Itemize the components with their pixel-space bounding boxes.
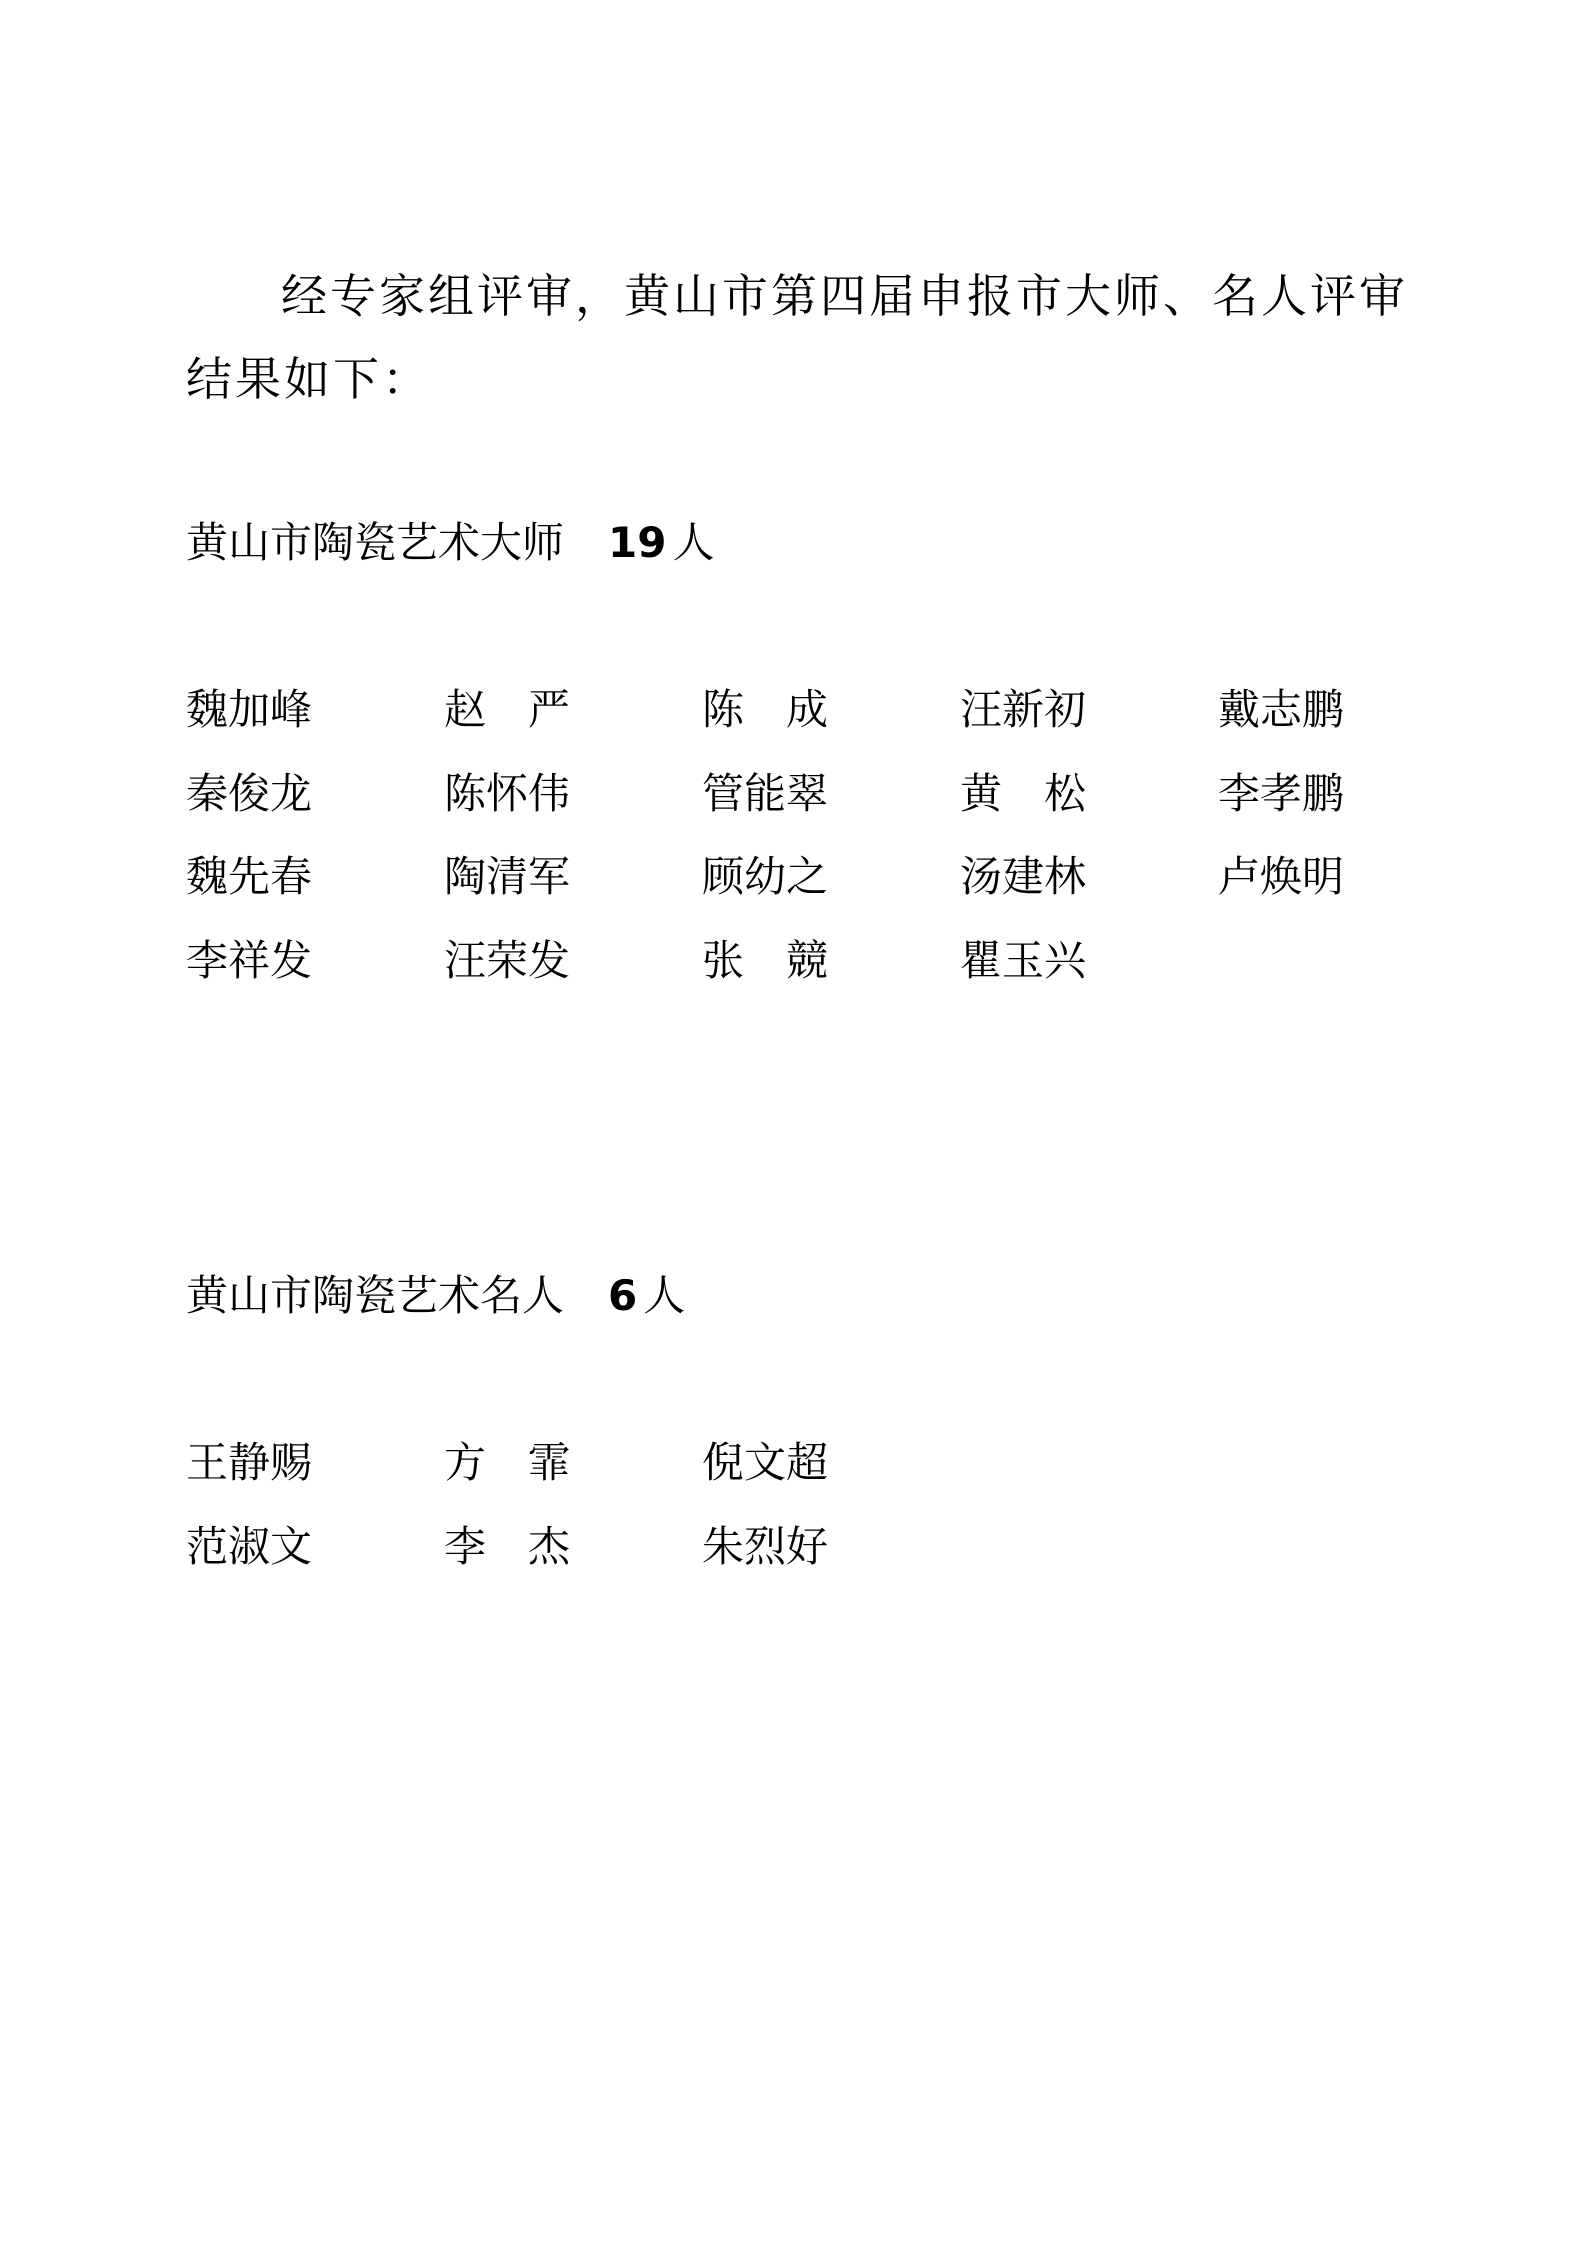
master-name: 卢焕明 — [1218, 852, 1345, 901]
notables-heading — [186, 1268, 685, 1324]
notable-name: 李 杰 — [444, 1521, 571, 1571]
master-name: 李孝鹏 — [1218, 768, 1345, 818]
notables-count: 6 — [608, 1271, 638, 1320]
master-name: 顾幼之 — [702, 852, 829, 901]
masters-unit: 人 — [672, 518, 715, 567]
notable-name: 方 霏 — [444, 1438, 571, 1487]
master-name: 戴志鹏 — [1218, 685, 1345, 734]
masters-title: 黄山市陶瓷艺术大师 — [186, 518, 565, 567]
notable-name: 王静赐 — [186, 1438, 313, 1487]
notables-name-list — [186, 1435, 960, 1602]
master-name: 魏加峰 — [186, 685, 313, 734]
master-name: 秦俊龙 — [186, 768, 313, 818]
notables-unit: 人 — [643, 1271, 686, 1320]
master-name: 陈怀伟 — [444, 768, 571, 818]
master-name: 赵 严 — [444, 685, 571, 734]
masters-count: 19 — [608, 518, 667, 567]
notable-name: 倪文超 — [702, 1438, 829, 1487]
master-name: 李祥发 — [186, 935, 313, 985]
master-name: 陈 成 — [702, 685, 829, 734]
notable-name: 朱烈好 — [702, 1521, 829, 1571]
master-name: 黄 松 — [960, 768, 1087, 818]
masters-heading — [186, 515, 714, 571]
intro-paragraph — [186, 255, 1416, 421]
masters-name-list — [186, 682, 1476, 1016]
notable-name: 范淑文 — [186, 1521, 313, 1571]
intro-line-2: 结果如下： — [186, 352, 431, 406]
master-name: 汪新初 — [960, 685, 1087, 734]
master-name: 汪荣发 — [444, 935, 571, 985]
master-name: 瞿玉兴 — [960, 935, 1087, 985]
master-name: 魏先春 — [186, 852, 313, 901]
master-name: 管能翠 — [702, 768, 829, 818]
master-name: 汤建林 — [960, 852, 1087, 901]
master-name: 张 競 — [702, 935, 829, 985]
notables-title: 黄山市陶瓷艺术名人 — [186, 1271, 565, 1320]
master-name: 陶清军 — [444, 852, 571, 901]
intro-line-1: 经专家组评审，黄山市第四届申报市大师、名人评审 — [281, 269, 1408, 323]
